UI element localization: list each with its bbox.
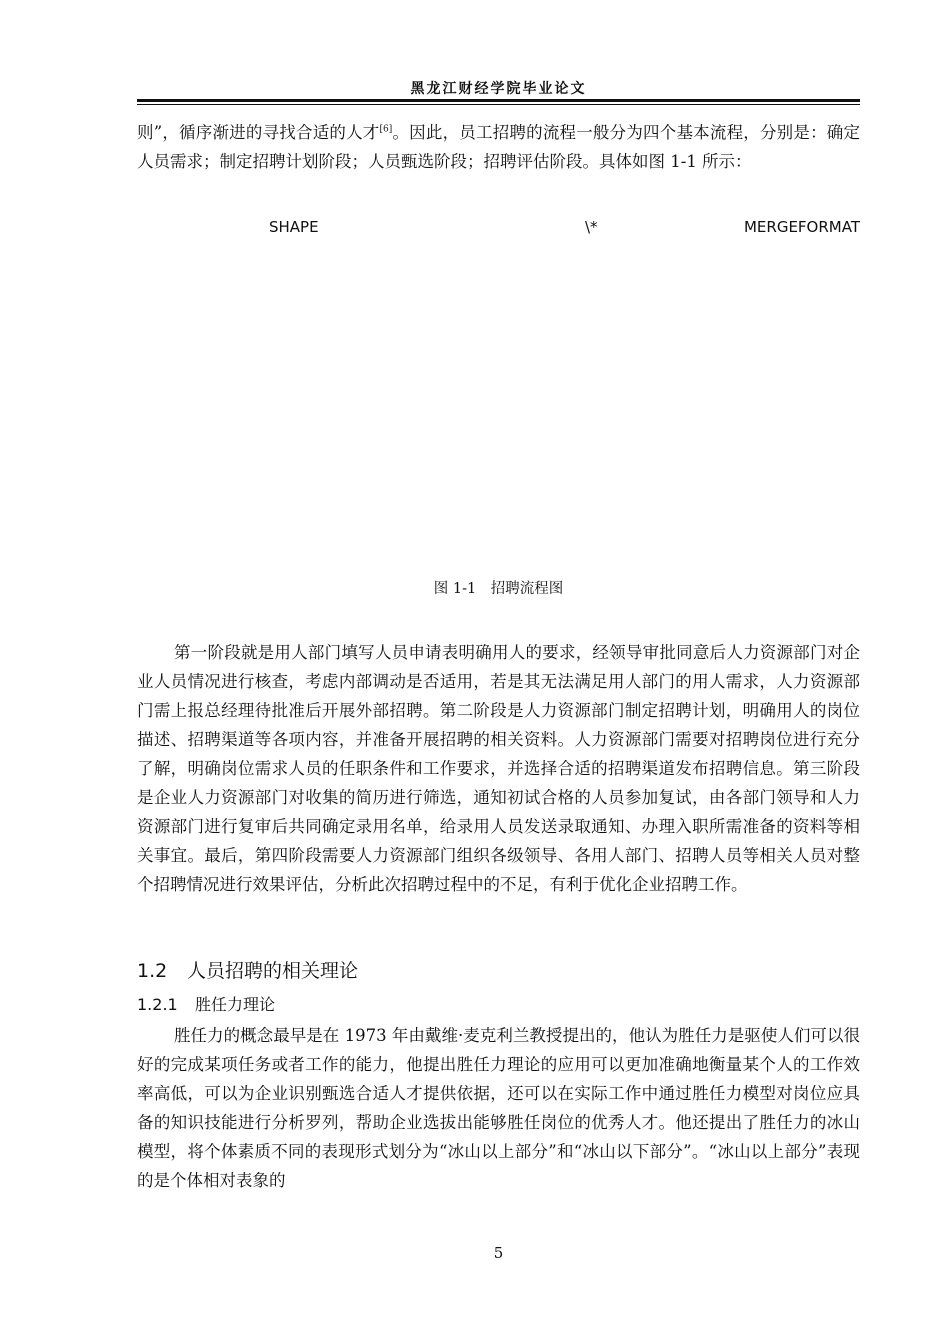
figure-caption: 图 1-1 招聘流程图 [433,581,564,597]
figure-placeholder [137,250,860,565]
citation-ref[interactable]: [6] [379,124,393,135]
field-code-switch: \* [585,218,598,236]
field-code-shape: SHAPE [269,218,319,236]
header-rule-thick [137,99,860,102]
subsection-title: 胜任力理论 [195,995,276,1014]
field-code-line [137,218,860,242]
page-number: 5 [493,1244,504,1262]
page-header: 黑龙江财经学院毕业论文 [410,81,587,97]
header-rule-thin [137,104,860,105]
subsection-number: 1.2.1 [137,995,178,1014]
intro-paragraph [137,118,860,176]
subsection-heading [137,992,275,1015]
body-paragraph-stages: 第一阶段就是用人部门填写人员申请表明确用人的要求，经领导审批同意后人力资源部门对企业人员情况进行核查，考虑内部调动是否适用，若是其无法满足用人部门的用人需求，人力资源部门需上报总经理待批准后开展外部招聘。第二阶段是人力资源部门制定招聘计划，明确用人的岗位描述、招聘渠道等各项内容，并准备开展招聘的相关资料。人力资源部门需要对招聘岗位进行充分了解，明确岗位需求人员的任职条件和工作要求，并选择合适的招聘渠道发布招聘信息。第三阶段是企业人力资源部门对收集的简历进行筛选，通知初试合格的人员参加复试，由各部门领导和人力资源部门进行复审后共同确定录用名单，给录用人员发送录取通知、办理入职所需准备的资料等相关事宜。最后，第四阶段需要人力资源部门组织各级领导、各用人部门、招聘人员等相关人员对整个招聘情况进行效果评估，分析此次招聘过程中的不足，有利于优化企业招聘工作。 [137,643,860,894]
body-paragraph-competency: 胜任力的概念最早是在 1973 年由戴维·麦克利兰教授提出的，他认为胜任力是驱使人们可以很好的完成某项任务或者工作的能力，他提出胜任力理论的应用可以更加准确地衡量某个人的工作效率高低，可以为企业识别甄选合适人才提供依据，还可以在实际工作中通过胜任力模型对岗位应具备的知识技能进行分析罗列，帮助企业选拔出能够胜任岗位的优秀人才。他还提出了胜任力的冰山模型，将个体素质不同的表现形式划分为“冰山以上部分”和“冰山以下部分”。“冰山以上部分”表现的是个体相对表象的 [137,1026,860,1190]
section-number: 1.2 [137,960,168,982]
section-title: 人员招聘的相关理论 [187,960,359,982]
section-heading [137,956,358,983]
intro-text-after-ref: 。因此，员工招聘的流程一般分为四个基本流程，分别是：确定人员需求；制定招聘计划阶段；人员甄选阶段；招聘评估阶段。具体如图 1-1 所示： [137,123,861,171]
intro-text-before-ref: 则”，循序渐进的寻找合适的人才 [137,123,380,142]
field-code-mergeformat: MERGEFORMAT [743,218,860,236]
